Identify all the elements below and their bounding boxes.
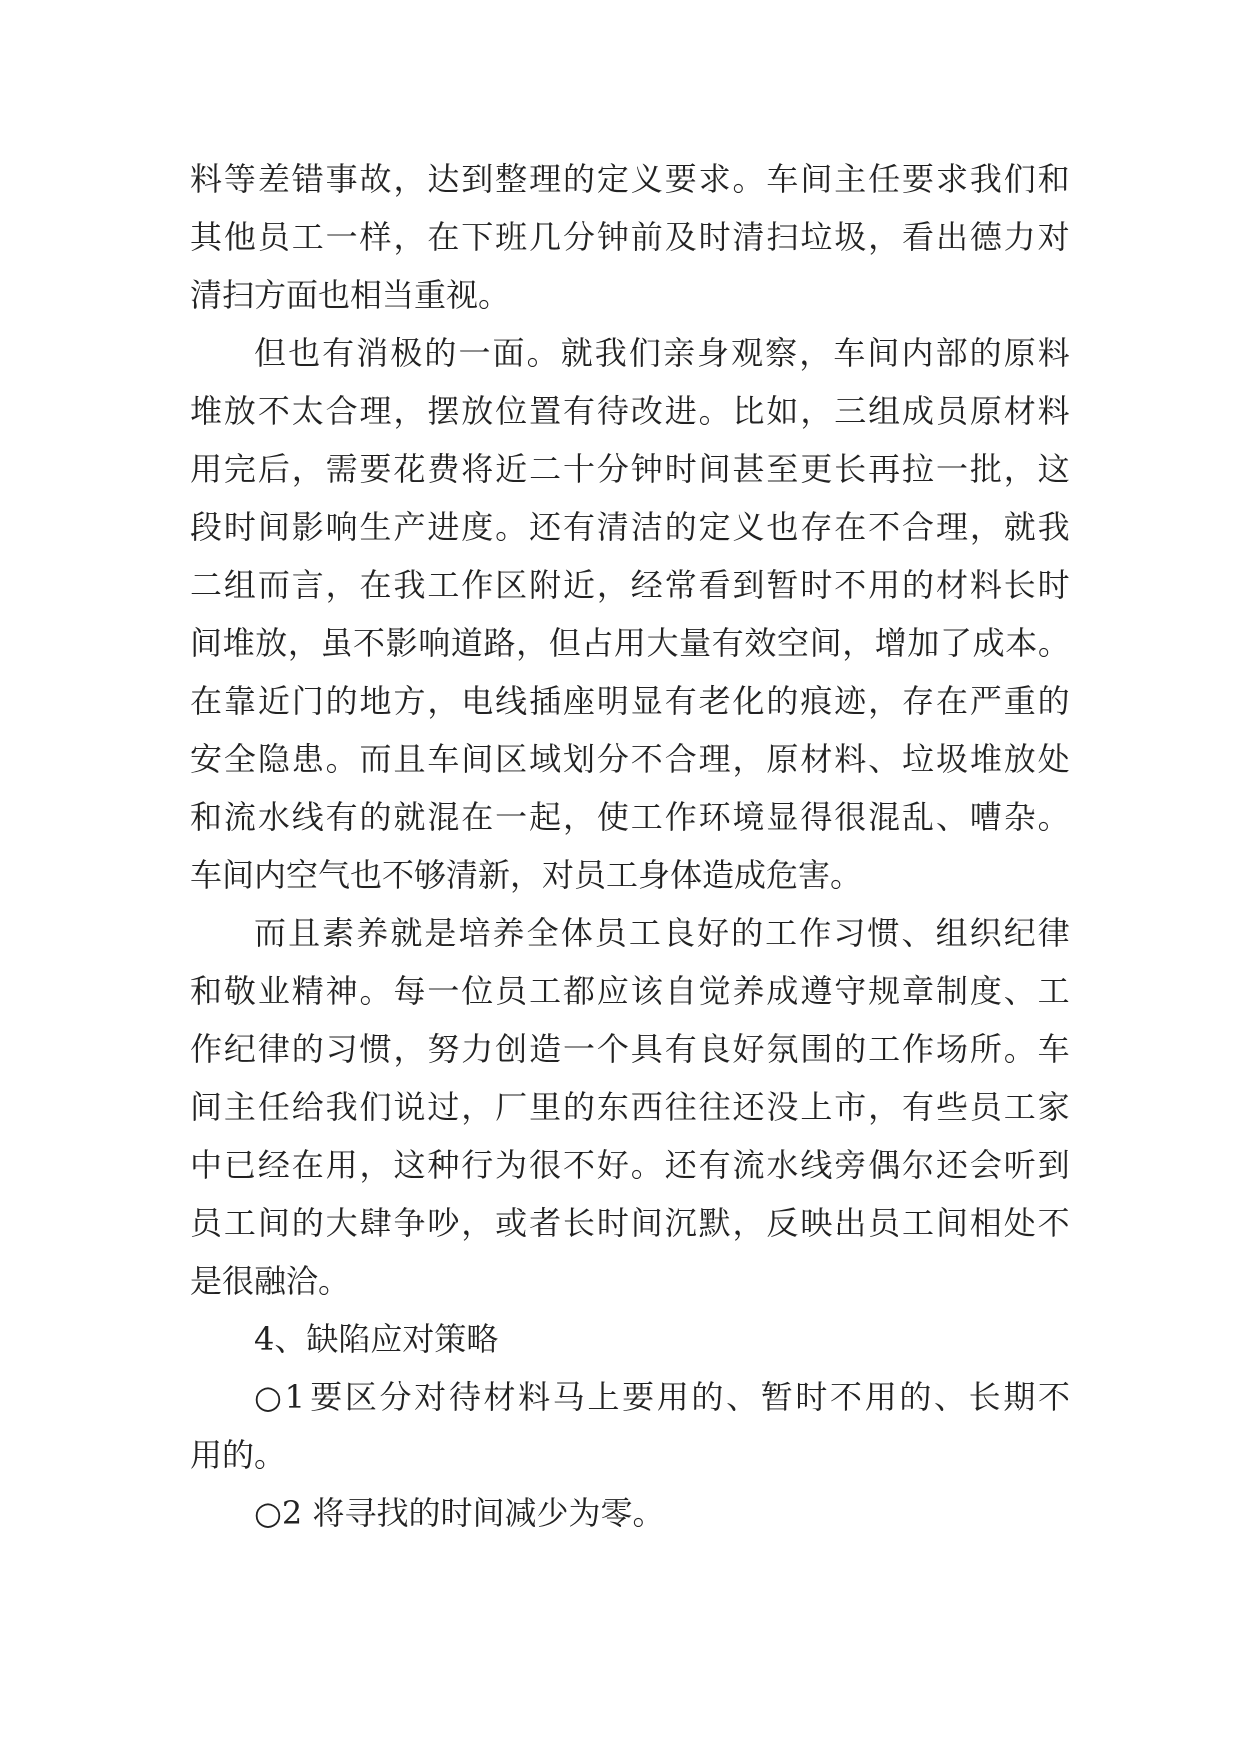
text-line: 间 主 任 给 我 们 说 过 ， 厂 里 的 东 西 往 往 还 没 上 市 ， 有 些 员 工 家 — [190, 1088, 1070, 1126]
text-line: 和 流 水 线 有 的 就 混 在 一 起 ， 使 工 作 环 境 显 得 很 混 乱 、 嘈 杂 。 — [190, 798, 1070, 836]
text-line: 段 时 间 影 响 生 产 进 度 。 还 有 清 洁 的 定 义 也 存 在 不 合 理 ， 就 我 — [190, 508, 1070, 546]
text-line: 清扫方面也相当重视。 — [190, 276, 511, 314]
text-line: ○2 将寻找的时间减少为零。 — [254, 1494, 665, 1532]
text-line: ○ 1 要 区 分 对 待 材 料 马 上 要 用 的 、 暂 时 不 用 的 、 长 期 不 — [254, 1378, 1070, 1416]
text-line: 作 纪 律 的 习 惯 ， 努 力 创 造 一 个 具 有 良 好 氛 围 的 工 作 场 所 。 车 — [190, 1030, 1070, 1068]
text-line: 但 也 有 消 极 的 一 面 。 就 我 们 亲 身 观 察 ， 车 间 内 部 的 原 料 — [254, 334, 1070, 372]
text-line: 在 靠 近 门 的 地 方 ， 电 线 插 座 明 显 有 老 化 的 痕 迹 ， 存 在 严 重 的 — [190, 682, 1070, 720]
text-line: 用 完 后 ， 需 要 花 费 将 近 二 十 分 钟 时 间 甚 至 更 长 再 拉 一 批 ， 这 — [190, 450, 1070, 488]
document-body — [190, 150, 1070, 1542]
paragraph-p5 — [190, 1368, 1070, 1484]
text-line: 和 敬 业 精 神 。 每 一 位 员 工 都 应 该 自 觉 养 成 遵 守 规 章 制 度 、 工 — [190, 972, 1070, 1010]
text-line: 料 等 差 错 事 故 ， 达 到 整 理 的 定 义 要 求 。 车 间 主 任 要 求 我 们 和 — [190, 160, 1070, 198]
text-line: 车间内空气也不够清新，对员工身体造成危害。 — [190, 856, 863, 894]
text-line: 员 工 间 的 大 肆 争 吵 ， 或 者 长 时 间 沉 默 ， 反 映 出 员 工 间 相 处 不 — [190, 1204, 1070, 1242]
text-line: 中 已 经 在 用 ， 这 种 行 为 很 不 好 。 还 有 流 水 线 旁 偶 尔 还 会 听 到 — [190, 1146, 1070, 1184]
paragraph-p6 — [190, 1484, 1070, 1542]
text-line: 其 他 员 工 一 样 ， 在 下 班 几 分 钟 前 及 时 清 扫 垃 圾 ， 看 出 德 力 对 — [190, 218, 1070, 256]
paragraph-p4-heading — [190, 1310, 1070, 1368]
text-line: 是很融洽。 — [190, 1262, 351, 1300]
paragraph-p1-continuation — [190, 150, 1070, 324]
text-line: 间 堆 放 ， 虽 不 影 响 道 路 ， 但 占 用 大 量 有 效 空 间 ， 增 加 了 成 本 。 — [190, 624, 1070, 662]
paragraph-p3 — [190, 904, 1070, 1310]
text-line: 而 且 素 养 就 是 培 养 全 体 员 工 良 好 的 工 作 习 惯 、 组 织 纪 律 — [254, 914, 1070, 952]
paragraph-p2 — [190, 324, 1070, 904]
text-line: 二 组 而 言 ， 在 我 工 作 区 附 近 ， 经 常 看 到 暂 时 不 用 的 材 料 长 时 — [190, 566, 1070, 604]
text-line: 4、缺陷应对策略 — [254, 1320, 499, 1358]
text-line: 堆 放 不 太 合 理 ， 摆 放 位 置 有 待 改 进 。 比 如 ， 三 组 成 员 原 材 料 — [190, 392, 1070, 430]
text-line: 安 全 隐 患 。 而 且 车 间 区 域 划 分 不 合 理 ， 原 材 料 、 垃 圾 堆 放 处 — [190, 740, 1070, 778]
text-line: 用的。 — [190, 1436, 287, 1474]
